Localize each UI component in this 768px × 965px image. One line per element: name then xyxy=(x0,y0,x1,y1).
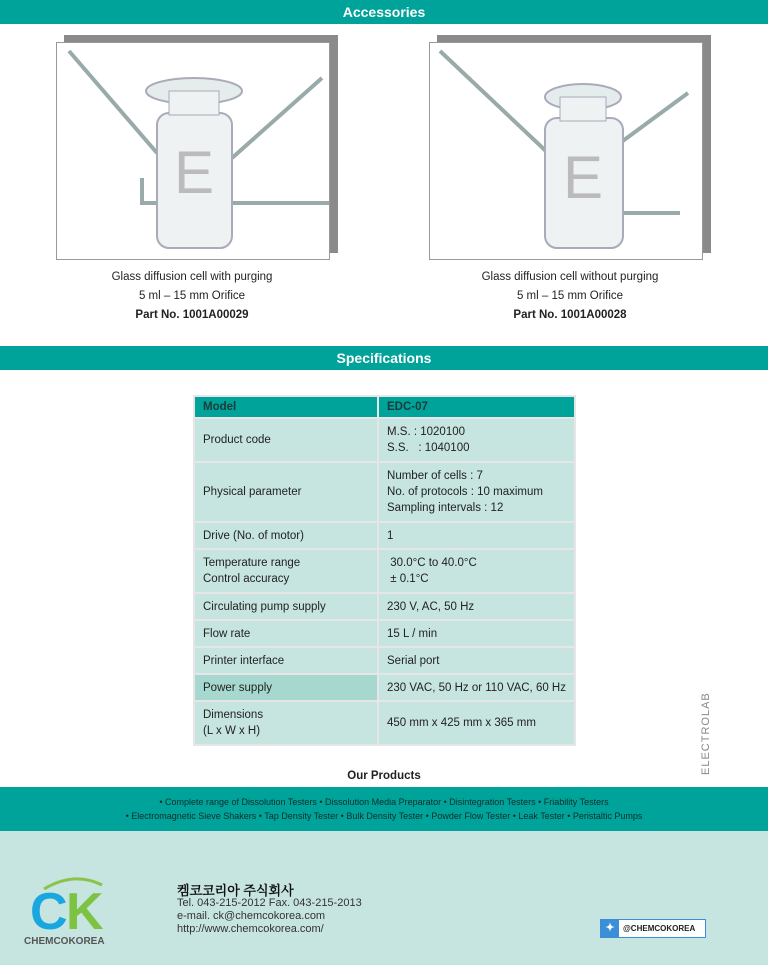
table-row xyxy=(194,620,575,647)
accessory-spec: 5 ml – 15 mm Orifice xyxy=(138,290,246,302)
spec-label xyxy=(194,593,378,620)
value-line: 1 xyxy=(387,529,394,542)
accessory-caption-2 xyxy=(420,268,720,325)
value-line: Serial port xyxy=(387,654,440,667)
svg-text:C: C xyxy=(30,883,68,933)
product-image-without-purging xyxy=(429,42,703,260)
spec-value xyxy=(378,674,575,701)
value-line: Number of cells : 7 xyxy=(387,470,483,482)
spec-value xyxy=(378,593,575,620)
table-row xyxy=(194,647,575,674)
svg-text:K: K xyxy=(66,883,104,933)
svg-text:E: E xyxy=(173,139,215,206)
spec-value xyxy=(378,522,575,549)
value-line: 15 L / min xyxy=(387,627,438,640)
chemcokorea-logo: C K CHEMCOKOREA xyxy=(24,875,124,945)
spec-label xyxy=(194,674,378,701)
spec-label xyxy=(194,701,378,745)
table-header-row xyxy=(194,396,575,418)
accessory-name: Glass diffusion cell with purging xyxy=(111,271,273,283)
accessory-spec: 5 ml – 15 mm Orifice xyxy=(516,290,624,302)
label-line: Power supply xyxy=(203,681,273,694)
header-model-value: EDC-07 xyxy=(378,396,575,418)
label-line: Flow rate xyxy=(203,627,251,640)
spec-value xyxy=(378,701,575,745)
twitter-icon: ✦ xyxy=(601,920,619,937)
value-line: 450 mm x 425 mm x 365 mm xyxy=(387,717,536,729)
side-brand: ELECTROLAB xyxy=(700,692,712,775)
label-line: Circulating pump supply xyxy=(203,600,326,613)
spec-value xyxy=(378,418,575,462)
value-line: Sampling intervals : 12 xyxy=(387,502,504,514)
products-line-2: • Electromagnetic Sieve Shakers • Tap Density Tester • Bulk Density Tester • Powder Flow Tester • Leak Tester • Peristaltic Pumps xyxy=(125,811,643,821)
label-line: Control accuracy xyxy=(203,573,290,585)
product-image-with-purging xyxy=(56,42,330,260)
table-row xyxy=(194,522,575,549)
value-line: 230 V, AC, 50 Hz xyxy=(387,600,475,613)
spec-label xyxy=(194,620,378,647)
twitter-badge[interactable] xyxy=(600,919,706,938)
products-line-1: • Complete range of Dissolution Testers • Dissolution Media Preparator • Disintegration Testers • Friability Testers xyxy=(159,797,609,807)
spec-value xyxy=(378,620,575,647)
svg-text:E: E xyxy=(562,144,604,211)
spec-label xyxy=(194,549,378,593)
contact-info xyxy=(177,884,362,936)
value-line: No. of protocols : 10 maximum xyxy=(387,486,543,498)
specifications-header: Specifications xyxy=(0,346,768,370)
value-line: 230 VAC, 50 Hz or 110 VAC, 60 Hz xyxy=(387,681,566,694)
table-row xyxy=(194,701,575,745)
table-row xyxy=(194,462,575,522)
website-link[interactable]: http://www.chemcokorea.com/ xyxy=(177,923,324,935)
label-line: Product code xyxy=(203,434,271,446)
label-line: Printer interface xyxy=(203,654,285,667)
table-row xyxy=(194,593,575,620)
label-line: Temperature range xyxy=(203,557,301,569)
twitter-handle: @CHEMCOKOREA xyxy=(623,924,696,933)
label-line: Drive (No. of motor) xyxy=(203,529,304,542)
spec-value xyxy=(378,647,575,674)
label-line: Dimensions xyxy=(203,709,264,721)
value-line: ± 0.1°C xyxy=(387,573,429,585)
label-line: Physical parameter xyxy=(203,486,302,498)
spec-label xyxy=(194,647,378,674)
specifications-table xyxy=(193,395,576,746)
header-model: Model xyxy=(194,396,378,418)
company-name: 켐코코리아 주식회사 xyxy=(177,883,294,898)
phone-fax: Tel. 043-215-2012 Fax. 043-215-2013 xyxy=(177,897,362,909)
accessory-part-no: Part No. 1001A00028 xyxy=(513,309,627,321)
spec-value xyxy=(378,462,575,522)
accessories-header: Accessories xyxy=(0,0,768,24)
products-list xyxy=(0,787,768,831)
spec-label xyxy=(194,522,378,549)
label-line: (L x W x H) xyxy=(203,725,261,737)
value-line: 30.0°C to 40.0°C xyxy=(387,557,477,569)
spec-label xyxy=(194,462,378,522)
accessory-caption-1 xyxy=(42,268,342,325)
our-products-title: Our Products xyxy=(347,770,421,782)
value-line: S.S. : 1040100 xyxy=(387,442,470,454)
table-row xyxy=(194,549,575,593)
table-row xyxy=(194,418,575,462)
value-line: M.S. : 1020100 xyxy=(387,426,466,438)
spec-value xyxy=(378,549,575,593)
spec-label xyxy=(194,418,378,462)
accessory-name: Glass diffusion cell without purging xyxy=(481,271,659,283)
table-row xyxy=(194,674,575,701)
accessory-part-no: Part No. 1001A00029 xyxy=(135,309,249,321)
email[interactable]: e-mail. ck@chemcokorea.com xyxy=(177,910,326,922)
